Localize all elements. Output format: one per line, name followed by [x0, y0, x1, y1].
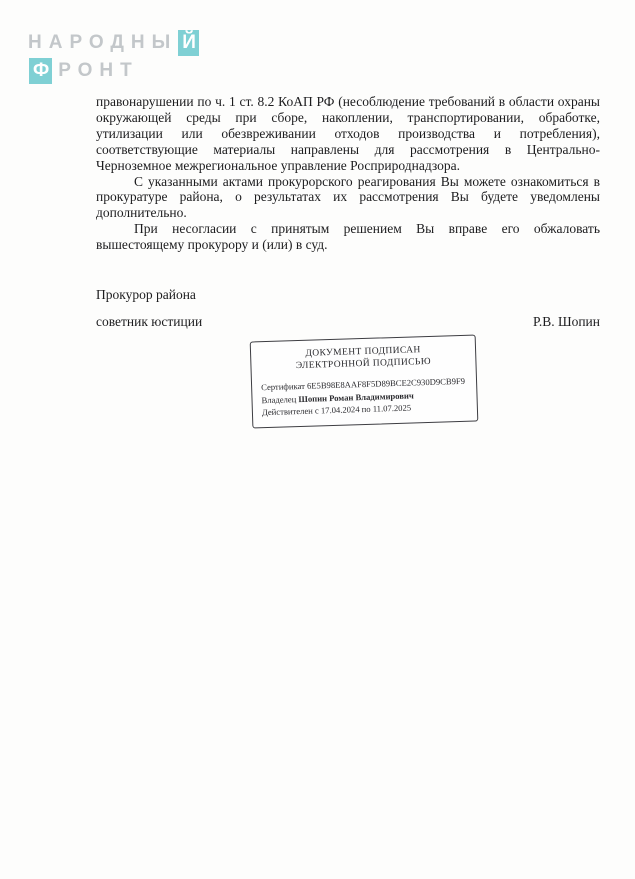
owner-value: Шопин Роман Владимирович [298, 389, 414, 404]
owner-label: Владелец [261, 393, 297, 405]
certificate-label: Сертификат [260, 380, 306, 393]
signature-row [96, 314, 600, 330]
signer-position: Прокурор района [96, 287, 196, 303]
letter-body [96, 94, 600, 330]
logo-text-front: РОНТ [58, 60, 139, 81]
logo-tile-letter: Ф [29, 58, 52, 84]
narodny-front-logo [28, 30, 205, 86]
electronic-signature-stamp [250, 334, 479, 428]
stamp-title-line-2: ЭЛЕКТРОННОЙ ПОДПИСЬЮ [295, 356, 432, 372]
signature-block [96, 287, 600, 330]
logo-line-1 [28, 30, 205, 56]
paragraph-appeal: При несогласии с принятым решением Вы вправе его обжаловать вышестоящему прокурору и (или) в суд. [96, 221, 600, 253]
validity-label: Действителен с [261, 405, 319, 418]
stamp-title [260, 343, 467, 373]
signer-name: Р.В. Шопин [533, 313, 600, 329]
logo-line-2 [28, 58, 205, 84]
paragraph-violation: правонарушении по ч. 1 ст. 8.2 КоАП РФ (несоблюдение требований в области охраны окружающей среды при сборе, накоплении, транспортировании, обработке, утилизации или обезвреживании отходов производства и потребления), соответствующие материалы направлены для рассмотрения в Центрально-Черноземное межрегиональное управление Росприроднадзора. [96, 94, 600, 173]
stamp-title-line-1: ДОКУМЕНТ ПОДПИСАН [305, 345, 421, 359]
validity-value: 17.04.2024 по 11.07.2025 [320, 402, 412, 416]
logo-tile-letter: Й [178, 30, 199, 56]
paragraph-review: С указанными актами прокурорского реагирования Вы можете ознакомиться в прокуратуре района, о результатах их рассмотрения Вы будете уведомлены дополнительно. [96, 173, 600, 221]
logo-text-narodny: НАРОДНЫ [28, 32, 178, 53]
signer-rank: советник юстиции [96, 313, 203, 329]
certificate-value: 6E5B98E8AAF8F5D89BCE2C930D9CB9F9 [306, 375, 466, 391]
